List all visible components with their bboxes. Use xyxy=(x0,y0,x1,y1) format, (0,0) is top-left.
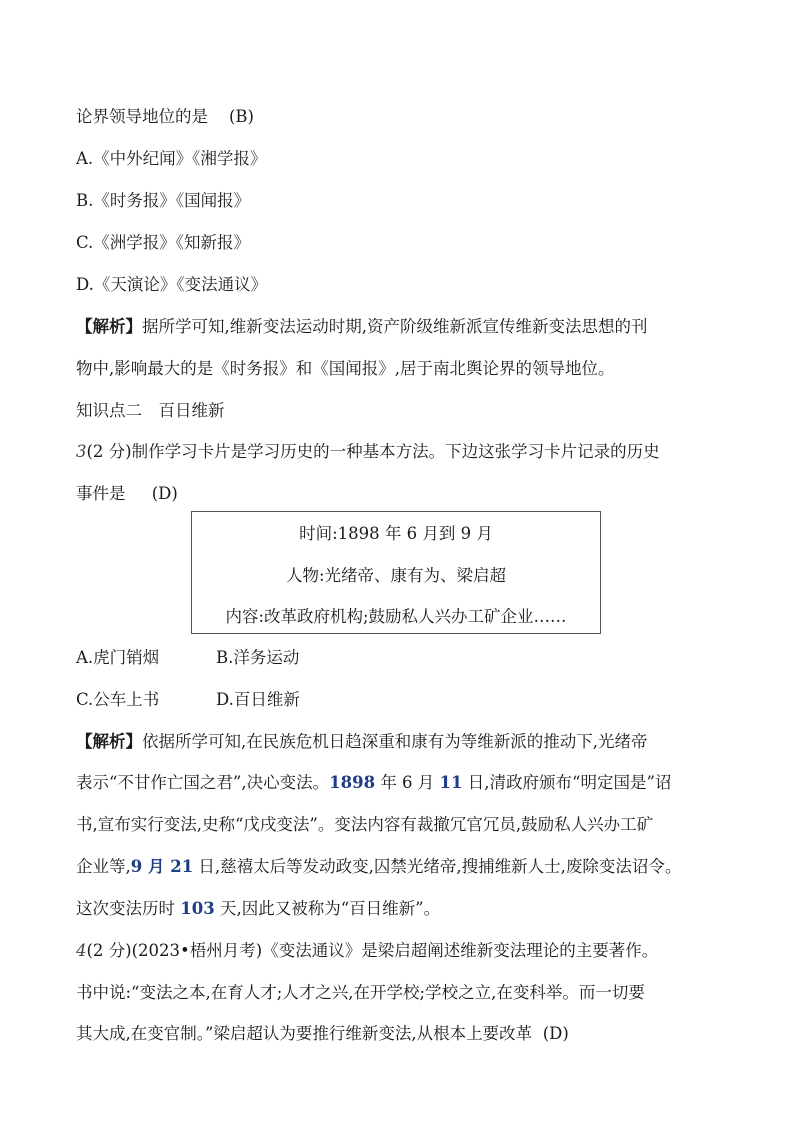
q3-analysis-text-5a: 这次变法历时 xyxy=(76,899,181,918)
q3-analysis-line-5 xyxy=(76,897,440,921)
q3-option-c: C.公车上书 xyxy=(76,690,160,709)
q2-option-c: C.《洲学报》《知新报》 xyxy=(76,233,251,252)
q3-analysis-line-2 xyxy=(76,771,671,795)
q2-analysis-text-1: 据所学可知,维新变法运动时期,资产阶级维新派宣传维新变法思想的刊 xyxy=(142,317,648,336)
q4-stem-line-3 xyxy=(76,1022,569,1046)
q4-stem-line-2: 书中说:“变法之本,在育人才;人才之兴,在开学校;学校之立,在变科举。而一切要 xyxy=(76,983,645,1002)
q2-option-d: D.《天演论》《变法通议》 xyxy=(76,275,268,294)
q3-analysis-text-2b: 日,清政府颁布“明定国是”诏 xyxy=(462,773,672,792)
card-time: 时间:1898 年 6 月到 9 月 xyxy=(299,524,493,543)
q3-stem-text-1: (2 分)制作学习卡片是学习历史的一种基本方法。下边这张学习卡片记录的历史 xyxy=(86,442,660,461)
card-content: 内容:改革政府机构;鼓励私人兴办工矿企业…… xyxy=(225,607,567,626)
q3-stem-text-2: 事件是 xyxy=(76,484,126,503)
q3-analysis-text-2: 表示“不甘作亡国之君”,决心变法。 xyxy=(76,773,330,792)
q4-answer: (D) xyxy=(542,1024,569,1043)
q3-options-row-1 xyxy=(76,646,300,670)
q4-stem-text-1: (2 分)(2023•梧州月考)《变法通议》是梁启超阐述维新变法理论的主要著作。 xyxy=(86,941,659,960)
q2-stem xyxy=(76,105,254,129)
section-title: 知识点二 百日维新 xyxy=(76,401,225,420)
q3-analysis-text-4a: 企业等, xyxy=(76,857,131,876)
study-card xyxy=(191,511,601,634)
q2-analysis-line-1 xyxy=(76,315,648,339)
q3-analysis-text-4b: 日,慈禧太后等发动政变,囚禁光绪帝,搜捕维新人士,废除变法诏令。 xyxy=(193,857,682,876)
q3-answer: (D) xyxy=(151,484,178,503)
q3-stem-line-1 xyxy=(76,440,660,464)
card-people: 人物:光绪帝、康有为、梁启超 xyxy=(285,566,507,585)
q4-number: 4 xyxy=(76,941,87,960)
q2-option-b: B.《时务报》《国闻报》 xyxy=(76,191,251,210)
q3-option-b: B.洋务运动 xyxy=(216,648,300,667)
q3-option-d: D.百日维新 xyxy=(216,690,300,709)
q2-analysis-tag: 【解析】 xyxy=(76,317,142,336)
q3-options-row-2 xyxy=(76,688,300,712)
q3-year: 1898 xyxy=(329,773,376,792)
q3-days: 103 xyxy=(180,899,215,918)
q2-analysis-line-2: 物中,影响最大的是《时务报》和《国闻报》,居于南北舆论界的领导地位。 xyxy=(76,359,615,378)
q2-option-a: A.《中外纪闻》《湘学报》 xyxy=(76,149,267,168)
q4-stem-text-3: 其大成,在变官制。”梁启超认为要推行维新变法,从根本上要改革 xyxy=(76,1024,533,1043)
q2-answer: (B) xyxy=(228,107,254,126)
q2-stem-text: 论界领导地位的是 xyxy=(76,107,208,126)
q3-analysis-text-1: 依据所学可知,在民族危机日趋深重和康有为等维新派的推动下,光绪帝 xyxy=(142,732,648,751)
q4-stem-line-1 xyxy=(76,939,658,963)
q3-analysis-line-4 xyxy=(76,855,681,879)
q3-stem-line-2 xyxy=(76,482,178,506)
q3-analysis-line-3: 书,宣布实行变法,史称“戊戌变法”。变法内容有裁撤冗官冗员,鼓励私人兴办工矿 xyxy=(76,815,654,834)
q3-analysis-tag: 【解析】 xyxy=(76,732,142,751)
q3-coup-date: 9 月 21 xyxy=(130,857,194,876)
q3-month: 年 6 月 xyxy=(380,773,440,792)
q3-option-a: A.虎门销烟 xyxy=(76,648,160,667)
q3-analysis-text-5b: 天,因此又被称为“百日维新”。 xyxy=(214,899,441,918)
q3-analysis-line-1 xyxy=(76,730,648,754)
q3-number: 3 xyxy=(76,442,87,461)
q3-day: 11 xyxy=(439,773,463,792)
